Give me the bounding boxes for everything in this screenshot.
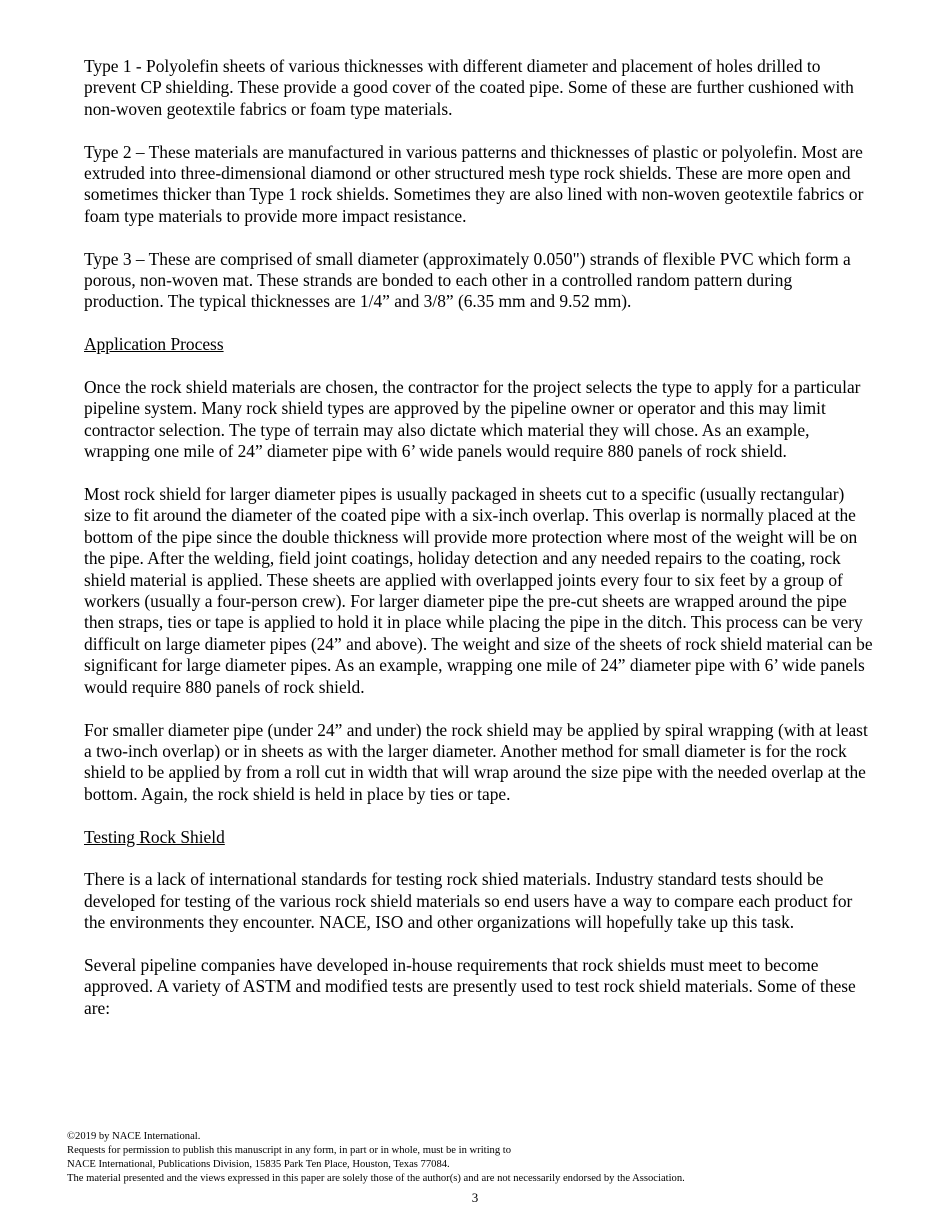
paragraph-type1: Type 1 - Polyolefin sheets of various thicknesses with different diameter and placement of holes drilled to prevent CP shielding. These provide a good cover of the coated pipe. Some of these are further cushioned with non-woven geotextile fabrics or foam type materials. <box>84 56 854 119</box>
section-heading-testing: Testing Rock Shield <box>84 826 225 847</box>
section-heading-application: Application Process <box>84 334 224 355</box>
paragraph-application-3: For smaller diameter pipe (under 24” and under) the rock shield may be applied by spiral wrapping (with at least a two-inch overlap) or in sheets as with the larger diameter. Another method for small diameter is for the rock shield to be applied by from a roll cut in width that will wrap around the size pipe with the needed overlap at the bottom. Again, the rock shield is held in place by ties or tape. <box>84 719 868 804</box>
paragraph-application-2: Most rock shield for larger diameter pipes is usually packaged in sheets cut to a specific (usually rectangular) size to fit around the diameter of the coated pipe with a six-inch overlap. This overlap is normally placed at the bottom of the pipe since the double thickness will provide more protection where most of the weight will be on the pipe. After the welding, field joint coatings, holiday detection and any needed repairs to the coating, rock shield material is applied. These sheets are applied with overlapped joints every four to six feet by a group of workers (usually a four-person crew). For larger diameter pipe the pre-cut sheets are wrapped around the pipe then straps, ties or tape is applied to hold it in place while placing the pipe in the ditch. This process can be very difficult on large diameter pipes (24” and above). The weight and size of the sheets of rock shield material can be significant for large diameter pipes. As an example, wrapping one mile of 24” diameter pipe with 6’ wide panels would require 880 panels of rock shield. <box>84 484 873 697</box>
paragraph-testing-2: Several pipeline companies have developed in-house requirements that rock shields must meet to become approved. A variety of ASTM and modified tests are presently used to test rock shield materials. Some of these are: <box>84 954 856 1018</box>
footer-disclaimer: The material presented and the views expressed in this paper are solely those of the author(s) and are not necessarily endorsed by the Association. <box>67 1173 685 1184</box>
footer-permission: Requests for permission to publish this manuscript in any form, in part or in whole, must be in writing to <box>67 1145 512 1156</box>
footer-copyright: ©2019 by NACE International. <box>67 1131 201 1142</box>
document-body <box>84 56 874 1041</box>
paragraph-type3: Type 3 – These are comprised of small diameter (approximately 0.050") strands of flexible PVC which form a porous, non-woven mat. These strands are bonded to each other in a controlled random pattern during production. The typical thicknesses are 1/4” and 3/8” (6.35 mm and 9.52 mm). <box>84 248 851 312</box>
paragraph-type2: Type 2 – These materials are manufactured in various patterns and thicknesses of plastic or polyolefin. Most are extruded into three-dimensional diamond or other structured mesh type rock shields. These are more open and sometimes thicker than Type 1 rock shields. Sometimes they are also lined with non-woven geotextile fabrics or foam type materials to provide more impact resistance. <box>84 141 864 226</box>
paragraph-application-1: Once the rock shield materials are chosen, the contractor for the project selects the type to apply for a particular pipeline system. Many rock shield types are approved by the pipeline owner or operator and this may limit contractor selection. The type of terrain may also dictate which material they will chose. As an example, wrapping one mile of 24” diameter pipe with 6’ wide panels would require 880 panels of rock shield. <box>84 377 861 462</box>
page-number: 3 <box>471 1190 479 1205</box>
page-footer <box>67 1130 887 1186</box>
paragraph-testing-1: There is a lack of international standards for testing rock shied materials. Industry standard tests should be developed for testing of the various rock shield materials so end users have a way to compare each product for the environments they encounter. NACE, ISO and other organizations will hopefully take up this task. <box>84 869 853 933</box>
footer-address: NACE International, Publications Division, 15835 Park Ten Place, Houston, Texas 77084. <box>67 1159 450 1170</box>
